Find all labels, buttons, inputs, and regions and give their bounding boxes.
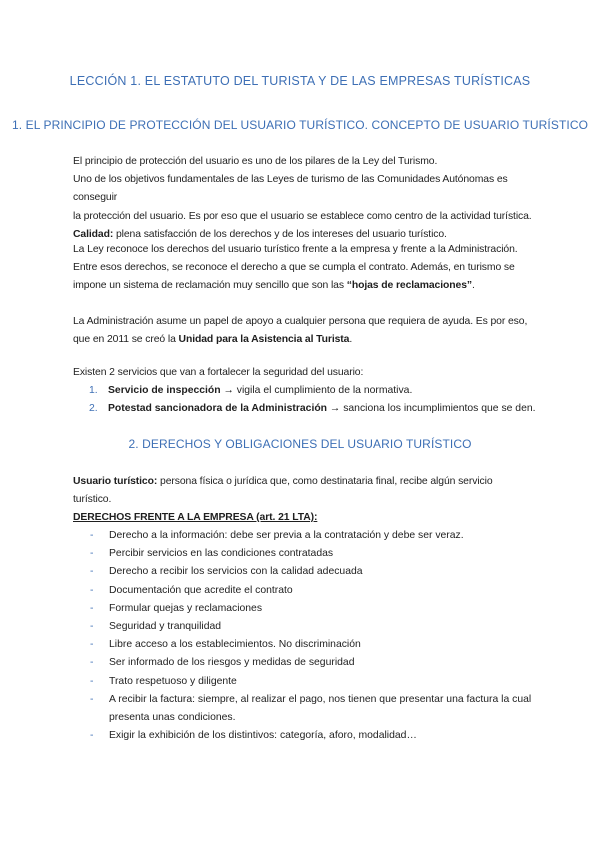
dash-bullet: - bbox=[90, 657, 94, 669]
service-name: Servicio de inspección bbox=[108, 385, 221, 396]
list-item bbox=[73, 618, 533, 636]
right-text: Ser informado de los riesgos y medidas de seguridad bbox=[109, 657, 355, 669]
dash-bullet: - bbox=[90, 548, 94, 560]
section-1-heading: 1. EL PRINCIPIO DE PROTECCIÓN DEL USUARIO TURÍSTICO. CONCEPTO DE USUARIO TURÍSTICO bbox=[11, 118, 589, 132]
calidad-text: plena satisfacción de los derechos y de los intereses del usuario turístico. bbox=[113, 228, 447, 240]
list-item bbox=[73, 727, 533, 745]
list-item bbox=[73, 400, 543, 418]
list-item bbox=[73, 545, 533, 563]
services-intro: Existen 2 servicios que van a fortalecer la seguridad del usuario: bbox=[73, 367, 364, 378]
list-item bbox=[73, 636, 533, 654]
list-item bbox=[73, 382, 543, 400]
right-text: Libre acceso a los establecimientos. No discriminación bbox=[109, 639, 361, 651]
dash-bullet: - bbox=[90, 675, 94, 687]
usuario-definition bbox=[73, 473, 533, 509]
lesson-title: LECCIÓN 1. EL ESTATUTO DEL TURISTA Y DE LAS EMPRESAS TURÍSTICAS bbox=[69, 74, 531, 88]
unidad-asistencia: Unidad para la Asistencia al Turista bbox=[178, 334, 350, 346]
service-desc: → sanciona los incumplimientos que se den. bbox=[327, 403, 536, 415]
list-item bbox=[73, 582, 533, 600]
dash-bullet: - bbox=[90, 621, 94, 633]
right-text: Seguridad y tranquilidad bbox=[109, 621, 222, 633]
right-text: Trato respetuoso y diligente bbox=[109, 675, 237, 687]
administration-end: . bbox=[349, 334, 353, 346]
usuario-label: Usuario turístico: bbox=[73, 476, 158, 487]
section-2-heading: 2. DERECHOS Y OBLIGACIONES DEL USUARIO TURÍSTICO bbox=[128, 437, 472, 451]
intro-paragraph bbox=[73, 153, 533, 244]
rights-paragraph-end: . bbox=[471, 280, 475, 292]
dash-bullet: - bbox=[90, 639, 94, 651]
intro-line-2: Uno de los objetivos fundamentales de las Leyes de turismo de las Comunidades Autónomas es conseguir bbox=[73, 174, 508, 204]
intro-line-1: El principio de protección del usuario es uno de los pilares de la Ley del Turismo. bbox=[73, 156, 438, 167]
usuario-text: persona física o jurídica que, como destinataria final, recibe algún servicio turístico. bbox=[73, 476, 493, 506]
hojas-reclamaciones: “hojas de reclamaciones” bbox=[346, 280, 472, 292]
intro-line-3: la protección del usuario. Es por eso que el usuario se establece como centro de la actividad turística. bbox=[73, 210, 532, 222]
dash-bullet: - bbox=[90, 602, 94, 614]
administration-paragraph bbox=[73, 313, 533, 349]
list-item bbox=[73, 563, 533, 581]
right-text: A recibir la factura: siempre, al realizar el pago, nos tienen que presentar una factura la cual presenta unas condiciones. bbox=[109, 693, 532, 724]
dash-bullet: - bbox=[90, 566, 94, 578]
calidad-label: Calidad: bbox=[73, 228, 114, 240]
dash-bullet: - bbox=[90, 584, 94, 596]
dash-bullet: - bbox=[90, 730, 94, 742]
rights-heading-text: DERECHOS FRENTE A LA EMPRESA (art. 21 LTA): bbox=[73, 512, 318, 523]
right-text: Formular quejas y reclamaciones bbox=[109, 602, 263, 614]
right-text: Derecho a recibir los servicios con la calidad adecuada bbox=[109, 566, 363, 578]
service-name: Potestad sancionadora de la Administración bbox=[108, 403, 328, 415]
list-item bbox=[73, 654, 533, 672]
list-item bbox=[73, 600, 533, 618]
service-desc: → vigila el cumplimiento de la normativa. bbox=[220, 385, 413, 396]
rights-paragraph bbox=[73, 241, 533, 296]
list-item bbox=[73, 673, 533, 691]
rights-paragraph-text: La Ley reconoce los derechos del usuario turístico frente a la empresa y frente a la Administración. Entre esos derechos, se reconoce el derecho a que se cumpla el contrato. Además, en turismo se impone un sistema de reclamación muy sencillo que son las bbox=[73, 244, 518, 292]
administration-text: La Administración asume un papel de apoyo a cualquier persona que requiera de ayuda. Es por eso, que en 2011 se creó la bbox=[73, 316, 528, 346]
rights-list bbox=[73, 527, 533, 745]
rights-heading bbox=[73, 509, 533, 527]
right-text: Derecho a la información: debe ser previa a la contratación y debe ser veraz. bbox=[109, 530, 464, 541]
right-text: Exigir la exhibición de los distintivos: categoría, aforo, modalidad… bbox=[109, 730, 417, 742]
services-list bbox=[73, 382, 543, 418]
right-text: Documentación que acredite el contrato bbox=[109, 584, 293, 596]
dash-bullet: - bbox=[90, 530, 94, 541]
list-item bbox=[73, 691, 533, 727]
item-number: 2. bbox=[89, 403, 98, 415]
item-number: 1. bbox=[89, 385, 98, 396]
right-text: Percibir servicios en las condiciones contratadas bbox=[109, 548, 334, 560]
list-item bbox=[73, 527, 533, 545]
dash-bullet: - bbox=[90, 693, 94, 705]
